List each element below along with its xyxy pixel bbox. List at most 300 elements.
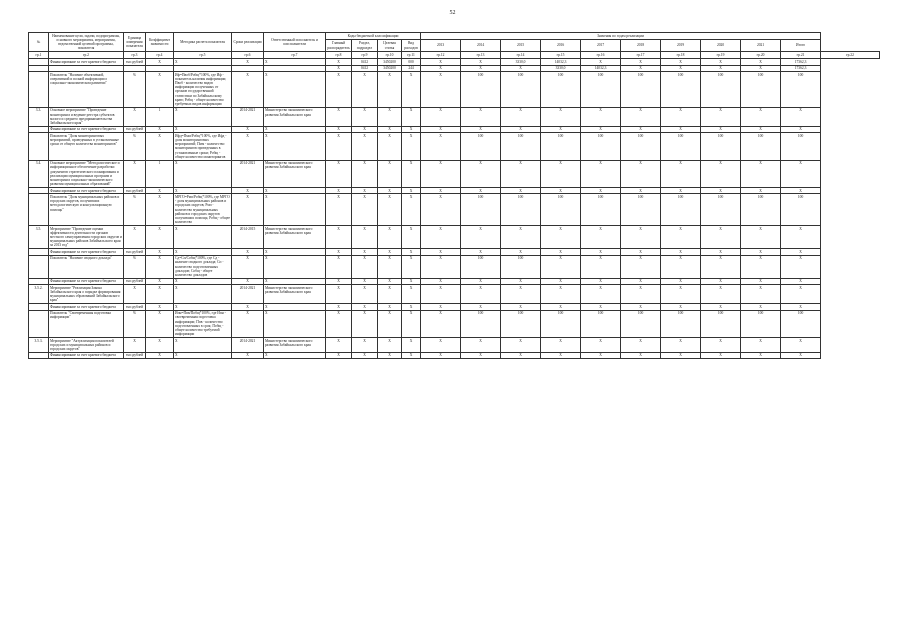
header-year: 2020 (701, 40, 741, 52)
cell-method: X (174, 225, 232, 248)
cell-year-value: X (701, 107, 741, 126)
column-index-cell: гр.13 (461, 52, 501, 59)
cell-grbs: X (326, 310, 352, 337)
cell-section: 0412 (352, 65, 378, 71)
table-row (29, 337, 880, 352)
cell-expense: X (402, 187, 421, 193)
cell-section: 0412 (352, 59, 378, 65)
cell-period: 2014-2021 (232, 107, 264, 126)
cell-year-value: X (701, 337, 741, 352)
cell-executor: X (264, 71, 326, 107)
cell-year-value: X (581, 59, 621, 65)
column-index-cell: гр.22 (821, 52, 880, 59)
cell-unit: X (124, 160, 146, 187)
cell-num (29, 255, 49, 278)
cell-year-value: X (421, 160, 461, 187)
cell-year-value: X (741, 278, 781, 284)
cell-grbs: X (326, 285, 352, 304)
cell-year-value: X (701, 352, 741, 358)
column-index-cell: гр.9 (352, 52, 378, 59)
cell-grbs: X (326, 187, 352, 193)
cell-period: X (232, 304, 264, 310)
cell-section: X (352, 107, 378, 126)
cell-year-value: X (701, 285, 741, 304)
header-section: Раздел, подраздел (352, 40, 378, 52)
page-number: 52 (449, 10, 456, 16)
column-index-cell: гр.17 (621, 52, 661, 59)
cell-year-value: X (701, 65, 741, 71)
cell-expense: X (402, 310, 421, 337)
column-index-cell: гр.20 (741, 52, 781, 59)
cell-year-value: 100 (781, 194, 821, 226)
cell-year-value: X (661, 278, 701, 284)
cell-period: 2014-2021 (232, 337, 264, 352)
cell-name: Показатель "Наличие сводного доклада" (49, 255, 124, 278)
cell-section: X (352, 278, 378, 284)
cell-name: Основное мероприятие "Методологическое и информационное обеспечение разработки документов стратегического планирования и реализации муниципальных программ и мониторинга социально-экономического развития муниципальных образований" (49, 160, 124, 187)
cell-name: Финансирование за счет краевого бюджета (49, 304, 124, 310)
cell-year-value: 100 (581, 71, 621, 107)
cell-year-value: X (781, 225, 821, 248)
cell-period: X (232, 59, 264, 65)
cell-year-value: X (701, 249, 741, 255)
cell-year-value: 3330,0 (541, 65, 581, 71)
cell-name: Показатель "Доля муниципальных районов и городских округов, получивших методологическую и консультационную помощь" (49, 194, 124, 226)
cell-executor: X (264, 59, 326, 65)
cell-name: Финансирование за счет краевого бюджета (49, 278, 124, 284)
header-grbs: Главный распорядитель (327, 41, 350, 50)
cell-grbs: X (326, 255, 352, 278)
cell-unit: тыс.рублей (124, 352, 146, 358)
cell-expense: X (402, 352, 421, 358)
cell-year-value: 100 (621, 133, 661, 160)
cell-year-value: X (501, 225, 541, 248)
cell-coef: X (146, 285, 174, 304)
table-row (29, 160, 880, 187)
cell-year-value: X (741, 285, 781, 304)
cell-unit: тыс.рублей (124, 59, 146, 65)
cell-year-value: 100 (661, 310, 701, 337)
cell-year-value: X (661, 160, 701, 187)
cell-year-value: 100 (501, 133, 541, 160)
cell-grbs: X (326, 160, 352, 187)
column-index-row (29, 52, 880, 59)
cell-section: X (352, 71, 378, 107)
cell-year-value: X (501, 107, 541, 126)
cell-expense: X (402, 255, 421, 278)
cell-year-value: 100 (741, 133, 781, 160)
cell-year-value: X (781, 304, 821, 310)
cell-method: Ипн=Ппв/Побщ*100%, где Ипн - своевременная подготовка информации; Ппв - количество подготовленных в срок; Побщ - общее количество требуемой информации (174, 310, 232, 337)
cell-year-value: 100 (501, 71, 541, 107)
cell-year-value: X (541, 352, 581, 358)
cell-year-value: X (461, 187, 501, 193)
cell-year-value: X (461, 278, 501, 284)
cell-grbs: X (326, 225, 352, 248)
cell-name: Основное мероприятие "Проведение мониторинга и ведение реестра субъектов малого и среднего предпринимательства Забайкальского края" (49, 107, 124, 126)
cell-expense: X (402, 249, 421, 255)
cell-target: X (378, 249, 402, 255)
cell-coef: X (146, 225, 174, 248)
cell-year-value: X (501, 65, 541, 71)
cell-executor: X (264, 304, 326, 310)
column-index-cell: гр.12 (421, 52, 461, 59)
table-row (29, 107, 880, 126)
cell-grbs: X (326, 59, 352, 65)
cell-year-value: X (541, 107, 581, 126)
column-index-cell: гр.19 (701, 52, 741, 59)
cell-name: Показатель "Своевременная подготовка информации" (49, 310, 124, 337)
cell-executor: Министерство экономического развития Забайкальского края (264, 225, 326, 248)
table-row (29, 255, 880, 278)
cell-num (29, 71, 49, 107)
cell-period: X (232, 194, 264, 226)
cell-section: X (352, 249, 378, 255)
cell-executor: Министерство экономического развития Забайкальского края (264, 107, 326, 126)
cell-year-value: X (541, 225, 581, 248)
cell-year-value: X (781, 352, 821, 358)
header-method: Методика расчета показателя (174, 33, 232, 52)
cell-expense: 000 (402, 59, 421, 65)
cell-year-value: X (501, 285, 541, 304)
cell-year-value: X (621, 187, 661, 193)
cell-coef: X (146, 187, 174, 193)
cell-year-value: X (421, 249, 461, 255)
cell-year-value: 100 (781, 310, 821, 337)
cell-year-value: 100 (741, 71, 781, 107)
cell-year-value: X (621, 160, 661, 187)
cell-method: X (174, 187, 232, 193)
cell-year-value: X (741, 107, 781, 126)
cell-expense: X (402, 126, 421, 132)
cell-expense: X (402, 337, 421, 352)
cell-year-value: 100 (581, 194, 621, 226)
column-index-cell: гр.2 (49, 52, 124, 59)
cell-expense: X (402, 133, 421, 160)
column-index-cell: гр.4 (146, 52, 174, 59)
cell-year-value: X (461, 225, 501, 248)
cell-year-value: 100 (661, 71, 701, 107)
cell-grbs: X (326, 107, 352, 126)
cell-year-value: X (421, 352, 461, 358)
header-year: 2013 (421, 40, 461, 52)
cell-period: X (232, 71, 264, 107)
cell-grbs: X (326, 337, 352, 352)
cell-section: X (352, 337, 378, 352)
cell-year-value: X (421, 187, 461, 193)
cell-unit: X (124, 285, 146, 304)
cell-grbs: X (326, 194, 352, 226)
cell-year-value: X (581, 255, 621, 278)
cell-year-value: X (621, 352, 661, 358)
cell-coef: X (146, 133, 174, 160)
cell-target: X (378, 71, 402, 107)
column-index-cell: гр.1 (29, 52, 49, 59)
cell-year-value: X (461, 126, 501, 132)
cell-year-value: X (461, 160, 501, 187)
cell-year-value: X (461, 249, 501, 255)
cell-year-value: X (461, 285, 501, 304)
cell-year-value: X (421, 337, 461, 352)
header-period: Сроки реализации (232, 33, 264, 52)
cell-coef: 1 (146, 160, 174, 187)
cell-expense: X (402, 71, 421, 107)
cell-year-value: X (661, 285, 701, 304)
cell-name: Мероприятие "Проведение оценки эффективности деятельности органов местного самоуправления городских округов и муниципальных районов Забайкальского края за 2013 год" (50, 226, 122, 248)
cell-year-value: X (501, 352, 541, 358)
cell-year-value: X (701, 278, 741, 284)
cell-year-value: X (541, 187, 581, 193)
cell-year-value: 100 (541, 194, 581, 226)
cell-year-value: X (501, 304, 541, 310)
cell-year-value: X (661, 352, 701, 358)
table-row (29, 310, 880, 337)
cell-executor: Министерство экономического развития Забайкальского края (264, 285, 326, 304)
cell-period: X (232, 249, 264, 255)
cell-year-value: X (701, 160, 741, 187)
table-row (29, 225, 880, 248)
cell-coef: 1 (146, 107, 174, 126)
column-index-cell: гр.10 (378, 52, 402, 59)
cell-year-value: X (541, 278, 581, 284)
cell-year-value: 100 (741, 310, 781, 337)
cell-year-value: 100 (461, 133, 501, 160)
header-year: 2016 (541, 40, 581, 52)
cell-year-value: 100 (661, 133, 701, 160)
cell-section: X (352, 160, 378, 187)
cell-year-value: X (581, 278, 621, 284)
cell-year-value: 100 (461, 71, 501, 107)
cell-target: X (378, 285, 402, 304)
cell-method: X (174, 126, 232, 132)
cell-unit: % (124, 133, 146, 160)
cell-year-value: X (741, 65, 781, 71)
cell-year-value: 17362,3 (781, 59, 821, 65)
cell-period: X (232, 187, 264, 193)
cell-year-value: X (741, 337, 781, 352)
cell-year-value: X (581, 126, 621, 132)
cell-coef: X (146, 278, 174, 284)
cell-year-value: X (581, 187, 621, 193)
cell-method: X (174, 352, 232, 358)
cell-coef: X (146, 310, 174, 337)
cell-year-value: X (541, 285, 581, 304)
cell-year-value: X (621, 65, 661, 71)
header-year: 2021 (741, 40, 781, 52)
cell-method: Ифд=Пмм/Робщ*100%, где Ифд - доля мониторинговых мероприятий; Пмм - количество мониторингов проведенных в установленные сроки; Робщ - общее количество мониторингов (174, 133, 232, 160)
header-target: Целевая статья (378, 40, 402, 52)
cell-year-value: X (421, 126, 461, 132)
header-values-group: Значения по годам реализации (421, 33, 821, 40)
cell-year-value: 100 (701, 133, 741, 160)
cell-section: X (352, 310, 378, 337)
cell-year-value: X (701, 59, 741, 65)
cell-year-value: 100 (581, 133, 621, 160)
cell-year-value: X (541, 255, 581, 278)
header-year: 2018 (621, 40, 661, 52)
cell-unit: тыс.рублей (124, 187, 146, 193)
cell-year-value: 100 (501, 194, 541, 226)
cell-year-value: X (541, 126, 581, 132)
cell-unit: % (124, 71, 146, 107)
cell-year-value: 100 (541, 71, 581, 107)
cell-year-value: X (421, 194, 461, 226)
cell-target: X (378, 337, 402, 352)
cell-target: 3450200 (378, 59, 402, 65)
cell-year-value: X (661, 255, 701, 278)
cell-year-value: X (541, 337, 581, 352)
header-coef: Коэффициент значимости (146, 33, 174, 52)
cell-year-value: X (421, 285, 461, 304)
cell-target: X (378, 107, 402, 126)
cell-year-value: 100 (461, 194, 501, 226)
cell-method: X (174, 160, 232, 187)
cell-unit: тыс.рублей (124, 278, 146, 284)
cell-executor: X (264, 133, 326, 160)
column-index-cell: гр.16 (581, 52, 621, 59)
cell-year-value: 100 (781, 71, 821, 107)
cell-year-value: X (661, 187, 701, 193)
cell-grbs: X (326, 304, 352, 310)
cell-year-value: X (781, 160, 821, 187)
cell-year-value: X (421, 310, 461, 337)
cell-expense: X (402, 304, 421, 310)
cell-year-value: X (741, 352, 781, 358)
cell-year-value: X (661, 59, 701, 65)
header-year: 2015 (501, 40, 541, 52)
column-index-cell: гр.7 (264, 52, 326, 59)
cell-year-value: X (421, 225, 461, 248)
cell-expense: X (402, 285, 421, 304)
cell-name: Финансирование за счет краевого бюджета (49, 126, 124, 132)
cell-section: X (352, 352, 378, 358)
cell-year-value: X (421, 107, 461, 126)
cell-period: 2014-2015 (232, 225, 264, 248)
cell-method: МРГО=Рмп/Робщ*100%, где МРГО - доля муниципальных районов и городских округов; Рмп - количество муниципальных районов и городских округов получивших помощь; Робщ - общее количество (175, 194, 230, 225)
cell-num: 3.5.3. (29, 337, 49, 352)
cell-year-value: X (621, 59, 661, 65)
cell-year-value: X (661, 304, 701, 310)
cell-target: X (378, 304, 402, 310)
cell-year-value: X (581, 352, 621, 358)
cell-year-value: X (661, 225, 701, 248)
cell-method: X (174, 249, 232, 255)
cell-year-value: 100 (701, 194, 741, 226)
cell-grbs: X (326, 352, 352, 358)
cell-year-value: X (501, 187, 541, 193)
cell-executor: X (264, 352, 326, 358)
cell-method: X (174, 59, 232, 65)
cell-period: 2014-2021 (232, 160, 264, 187)
cell-year-value: X (421, 71, 461, 107)
cell-year-value: X (461, 59, 501, 65)
cell-section: X (352, 187, 378, 193)
cell-name: Финансирование за счет краевого бюджета (49, 249, 124, 255)
cell-unit: % (124, 194, 146, 226)
cell-year-value: X (421, 133, 461, 160)
table-row (29, 133, 880, 160)
cell-method: X (174, 304, 232, 310)
cell-year-value: X (661, 126, 701, 132)
cell-year-value: X (461, 107, 501, 126)
cell-year-value: X (661, 65, 701, 71)
cell-section: X (352, 225, 378, 248)
cell-year-value: X (581, 160, 621, 187)
cell-year-value: X (701, 255, 741, 278)
cell-period: 2014-2021 (232, 285, 264, 304)
program-table (28, 32, 880, 359)
cell-year-value: X (421, 255, 461, 278)
cell-year-value: 100 (541, 133, 581, 160)
cell-method: Иф=Пвоб/Робщ*100%, где Иф - показатель наличия информации; Пвоб - количество видов информации полученных от органов государственной статистики по Забайкальскому краю; Робщ - общее количество требуемых видов информации (174, 71, 232, 107)
cell-grbs: X (326, 249, 352, 255)
cell-year-value: X (741, 187, 781, 193)
cell-year-value: X (581, 107, 621, 126)
cell-coef: X (146, 126, 174, 132)
header-num: № (29, 33, 49, 52)
table-row (29, 352, 880, 358)
cell-expense: X (402, 160, 421, 187)
cell-year-value: X (781, 249, 821, 255)
cell-target: X (378, 160, 402, 187)
cell-num: 3.5.2. (29, 285, 49, 304)
cell-year-value: 100 (501, 310, 541, 337)
cell-method: X (174, 278, 232, 284)
cell-period: X (232, 133, 264, 160)
cell-year-value: 14032,3 (541, 59, 581, 65)
cell-grbs: X (326, 133, 352, 160)
cell-year-value: 100 (781, 133, 821, 160)
column-index-cell: гр.14 (501, 52, 541, 59)
cell-coef: X (146, 194, 174, 226)
cell-year-value: X (701, 187, 741, 193)
cell-target: X (378, 225, 402, 248)
cell-year-value: 100 (621, 310, 661, 337)
cell-period: X (232, 310, 264, 337)
header-year: 2014 (461, 40, 501, 52)
cell-year-value: X (781, 126, 821, 132)
cell-unit: X (124, 107, 146, 126)
cell-unit: тыс.рублей (124, 126, 146, 132)
cell-section: X (352, 194, 378, 226)
cell-year-value: 100 (701, 71, 741, 107)
cell-year-value: X (621, 249, 661, 255)
column-index-cell: гр.5 (174, 52, 232, 59)
cell-year-value: X (741, 59, 781, 65)
cell-year-value: 100 (461, 255, 501, 278)
cell-expense: X (402, 194, 421, 226)
cell-method: X (174, 337, 232, 352)
cell-coef: X (146, 59, 174, 65)
cell-year-value: X (501, 278, 541, 284)
cell-name: Мероприятие "Актуализация показателей городских и муниципальных районов и городских округов" (49, 337, 124, 352)
cell-executor: X (264, 255, 326, 278)
cell-unit: % (124, 255, 146, 278)
cell-coef: X (146, 304, 174, 310)
cell-num: 3.4. (29, 160, 49, 187)
cell-section: X (352, 126, 378, 132)
cell-year-value: X (541, 160, 581, 187)
cell-year-value: X (621, 285, 661, 304)
cell-executor: X (264, 187, 326, 193)
cell-num (29, 133, 49, 160)
cell-year-value: X (461, 337, 501, 352)
cell-grbs: X (326, 71, 352, 107)
cell-num: 3.3. (29, 107, 49, 126)
cell-target: X (378, 255, 402, 278)
cell-year-value: X (781, 187, 821, 193)
header-year: 2019 (661, 40, 701, 52)
